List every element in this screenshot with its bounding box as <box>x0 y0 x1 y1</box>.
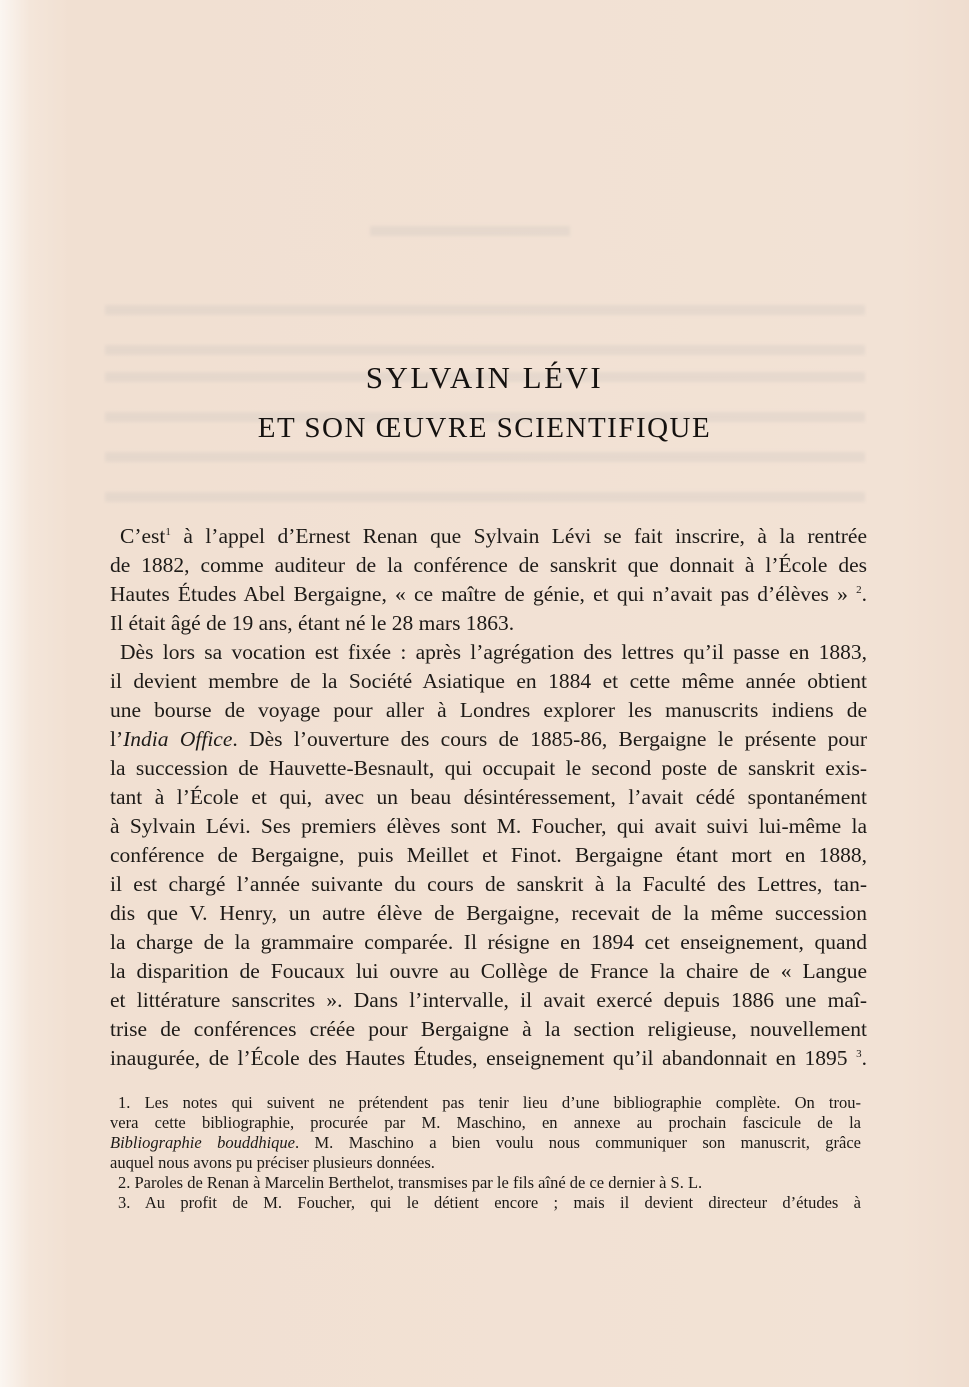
footnote-ref[interactable]: 3 <box>856 1048 862 1060</box>
body-line: la succession de Hauvette-Besnault, qui occupait le second poste de sanskrit exis- <box>110 756 867 780</box>
body-line: conférence de Bergaigne, puis Meillet et Finot. Bergaigne étant mort en 1888, <box>110 843 867 867</box>
footnote: 3. Au profit de M. Foucher, qui le détient encore ; mais il devient directeur d’études à <box>118 1193 861 1212</box>
footnote: 2. Paroles de Renan à Marcelin Berthelot, transmises par le fils aîné de ce dernier à S. L. <box>118 1173 703 1192</box>
body-line: il est chargé l’année suivante du cours de sanskrit à la Faculté des Lettres, tan- <box>110 872 867 896</box>
body-line: il devient membre de la Société Asiatique en 1884 et cette même année obtient <box>110 669 867 693</box>
show-through-band <box>105 492 865 502</box>
body-line: Hautes Études Abel Bergaigne, « ce maître de génie, et qui n’avait pas d’élèves » $^2$. <box>110 582 867 606</box>
footnote: 1. Les notes qui suivent ne prétendent pas tenir lieu d’une bibliographie complète. On trou- <box>118 1093 861 1112</box>
body-line: et littérature sanscrites ». Dans l’intervalle, il avait exercé depuis 1886 une maî- <box>110 988 867 1012</box>
footnote: auquel nous avons pu préciser plusieurs données. <box>110 1153 435 1172</box>
body-line: C’est$^1$ à l’appel d’Ernest Renan que Sylvain Lévi se fait inscrire, à la rentrée <box>120 524 867 548</box>
body-line: Il était âgé de 19 ans, étant né le 28 mars 1863. <box>110 611 515 635</box>
body-line: Dès lors sa vocation est fixée : après l’agrégation des lettres qu’il passe en 1883, <box>120 640 867 664</box>
body-line: l’India Office. Dès l’ouverture des cours de 1885-86, Bergaigne le présente pour <box>110 727 867 751</box>
show-through-band <box>105 452 865 462</box>
body-line: trise de conférences créée pour Bergaigne à la section religieuse, nouvellement <box>110 1017 867 1041</box>
footnote: Bibliographie bouddhique. M. Maschino a bien voulu nous communiquer son manuscrit, grâce <box>110 1133 861 1152</box>
body-line: dis que V. Henry, un autre élève de Bergaigne, recevait de la même succession <box>110 901 867 925</box>
body-line: inaugurée, de l’École des Hautes Études, enseignement qu’il abandonnait en 1895 $^3$. <box>110 1046 867 1070</box>
body-line: de 1882, comme auditeur de la conférence de sanskrit que donnait à l’École des <box>110 553 867 577</box>
body-line: la disparition de Foucaux lui ouvre au Collège de France la chaire de « Langue <box>110 959 867 983</box>
show-through-band <box>105 345 865 355</box>
body-line: à Sylvain Lévi. Ses premiers élèves sont M. Foucher, qui avait suivi lui-même la <box>110 814 867 838</box>
show-through-band <box>370 226 570 236</box>
footnote-ref[interactable]: 1 <box>165 526 171 538</box>
body-line: la charge de la grammaire comparée. Il résigne en 1894 cet enseignement, quand <box>110 930 867 954</box>
body-line: une bourse de voyage pour aller à Londres explorer les manuscrits indiens de <box>110 698 867 722</box>
page-title: SYLVAIN LÉVI <box>365 360 604 395</box>
show-through-band <box>105 305 865 315</box>
page-subtitle: ET SON ŒUVRE SCIENTIFIQUE <box>257 412 712 444</box>
footnote-ref[interactable]: 2 <box>856 584 862 596</box>
body-line: tant à l’École et qui, avec un beau désintéressement, l’avait cédé spontanément <box>110 785 867 809</box>
footnote: vera cette bibliographie, procurée par M. Maschino, en annexe au prochain fascicule de la <box>110 1113 861 1132</box>
